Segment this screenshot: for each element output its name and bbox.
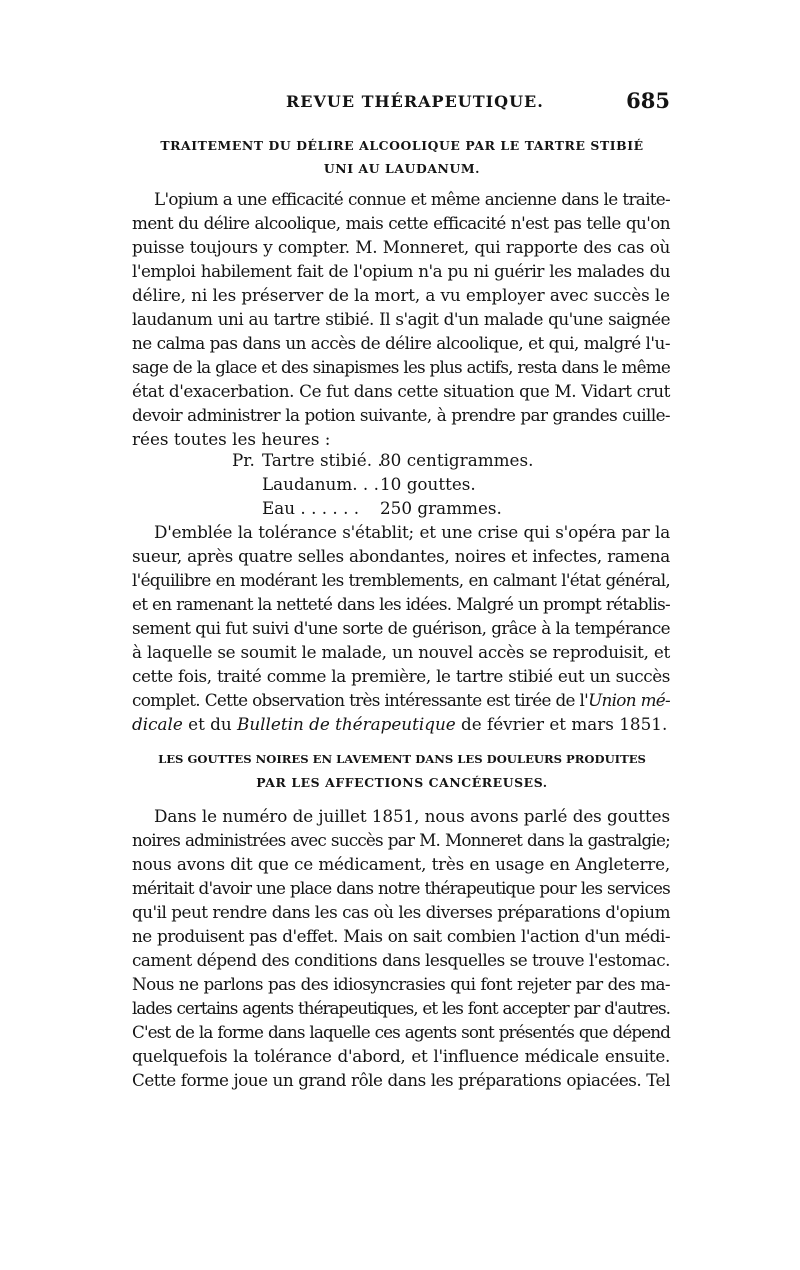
text-segment: de février et mars 1851. xyxy=(455,714,668,734)
prescription-prefix: Pr. xyxy=(232,450,255,470)
paragraph-opium-efficacite xyxy=(132,187,670,451)
text-line: sage de la glace et des sinapismes les plus actifs, resta dans le même xyxy=(132,357,670,377)
text-line: lades certains agents thérapeutiques, et les font accepter par d'autres. xyxy=(132,998,670,1018)
text-segment: complet. Cette observation très intéressante est tirée de l' xyxy=(132,690,589,710)
text-line: ne produisent pas d'effet. Mais on sait combien l'action d'un médi- xyxy=(132,926,670,946)
text-line: devoir administrer la potion suivante, à prendre par grandes cuille- xyxy=(132,405,670,425)
text-line: Dans le numéro de juillet 1851, nous avons parlé des gouttes xyxy=(154,806,670,826)
ingredient-name: Tartre stibié. . xyxy=(262,450,383,470)
text-line: qu'il peut rendre dans les cas où les diverses préparations d'opium xyxy=(132,902,670,922)
text-line: délire, ni les préserver de la mort, a vu employer avec succès le xyxy=(132,285,670,305)
prescription-row xyxy=(232,448,572,472)
text-line: état d'exacerbation. Ce fut dans cette situation que M. Vidart crut xyxy=(132,381,670,401)
paragraph-gouttes-noires xyxy=(132,804,670,1092)
text-line: noires administrées avec succès par M. Monneret dans la gastralgie; xyxy=(132,830,670,850)
text-line: laudanum uni au tartre stibié. Il s'agit d'un malade qu'une saignée xyxy=(132,309,670,329)
prescription-formula xyxy=(232,448,572,520)
text-line: ne calma pas dans un accès de délire alcoolique, et qui, malgré l'u- xyxy=(132,333,670,353)
text-line: puisse toujours y compter. M. Monneret, qui rapporte des cas où xyxy=(132,237,670,257)
text-line: l'équilibre en modérant les tremblements, en calmant l'état général, xyxy=(132,570,670,590)
ingredient-quantity: 250 grammes. xyxy=(380,498,502,518)
heading-line: TRAITEMENT DU DÉLIRE ALCOOLIQUE PAR LE TARTRE STIBIÉ xyxy=(160,138,644,153)
text-line: quelquefois la tolérance d'abord, et l'influence médicale ensuite. xyxy=(132,1046,670,1066)
ingredient-quantity: 80 centigrammes. xyxy=(380,450,534,470)
ingredient-name: Laudanum. . . xyxy=(262,474,379,494)
text-line: cament dépend des conditions dans lesquelles se trouve l'estomac. xyxy=(132,950,670,970)
journal-title-italic: dicale xyxy=(132,714,183,734)
text-line: sement qui fut suivi d'une sorte de guérison, grâce à la tempérance xyxy=(132,618,670,638)
page-number: 685 xyxy=(626,88,670,113)
text-line: sueur, après quatre selles abondantes, noires et infectes, ramena xyxy=(132,546,670,566)
ingredient-quantity: 10 gouttes. xyxy=(380,474,476,494)
text-segment: et du xyxy=(182,714,238,734)
text-line: C'est de la forme dans laquelle ces agents sont présentés que dépend xyxy=(132,1022,670,1042)
heading-line: PAR LES AFFECTIONS CANCÉREUSES. xyxy=(256,775,548,790)
text-line-with-italic xyxy=(132,688,670,712)
prescription-row xyxy=(232,496,572,520)
section-heading-delire-alcoolique xyxy=(134,134,670,180)
text-line: D'emblée la tolérance s'établit; et une crise qui s'opéra par la xyxy=(154,522,670,542)
text-line-with-italic xyxy=(132,712,670,736)
text-line: l'emploi habilement fait de l'opium n'a pu ni guérir les malades du xyxy=(132,261,670,281)
running-title: REVUE THÉRAPEUTIQUE. xyxy=(286,92,544,111)
text-line: Cette forme joue un grand rôle dans les préparations opiacées. Tel xyxy=(132,1070,670,1090)
heading-line: LES GOUTTES NOIRES EN LAVEMENT DANS LES DOULEURS PRODUITES xyxy=(158,752,646,766)
text-line: méritait d'avoir une place dans notre thérapeutique pour les services xyxy=(132,878,670,898)
paragraph-tolerance-guerison xyxy=(132,520,670,736)
running-head xyxy=(134,88,670,118)
text-line: rées toutes les heures : xyxy=(132,429,331,449)
text-line: cette fois, traité comme la première, le tartre stibié eut un succès xyxy=(132,666,670,686)
text-line: Nous ne parlons pas des idiosyncrasies qui font rejeter par des ma- xyxy=(132,974,670,994)
journal-title-italic: Bulletin de thérapeutique xyxy=(237,714,456,734)
ingredient-name: Eau . . . . . . xyxy=(262,498,360,518)
heading-line: UNI AU LAUDANUM. xyxy=(323,161,481,176)
text-line: à laquelle se soumit le malade, un nouvel accès se reproduisit, et xyxy=(132,642,670,662)
text-line: nous avons dit que ce médicament, très en usage en Angleterre, xyxy=(132,854,670,874)
text-line: et en ramenant la netteté dans les idées. Malgré un prompt rétablis- xyxy=(132,594,670,614)
section-heading-gouttes-noires xyxy=(134,748,670,794)
prescription-row xyxy=(232,472,572,496)
text-line: ment du délire alcoolique, mais cette efficacité n'est pas telle qu'on xyxy=(132,213,670,233)
text-line: L'opium a une efficacité connue et même ancienne dans le traite- xyxy=(154,189,670,209)
journal-title-italic: Union mé- xyxy=(588,690,670,710)
